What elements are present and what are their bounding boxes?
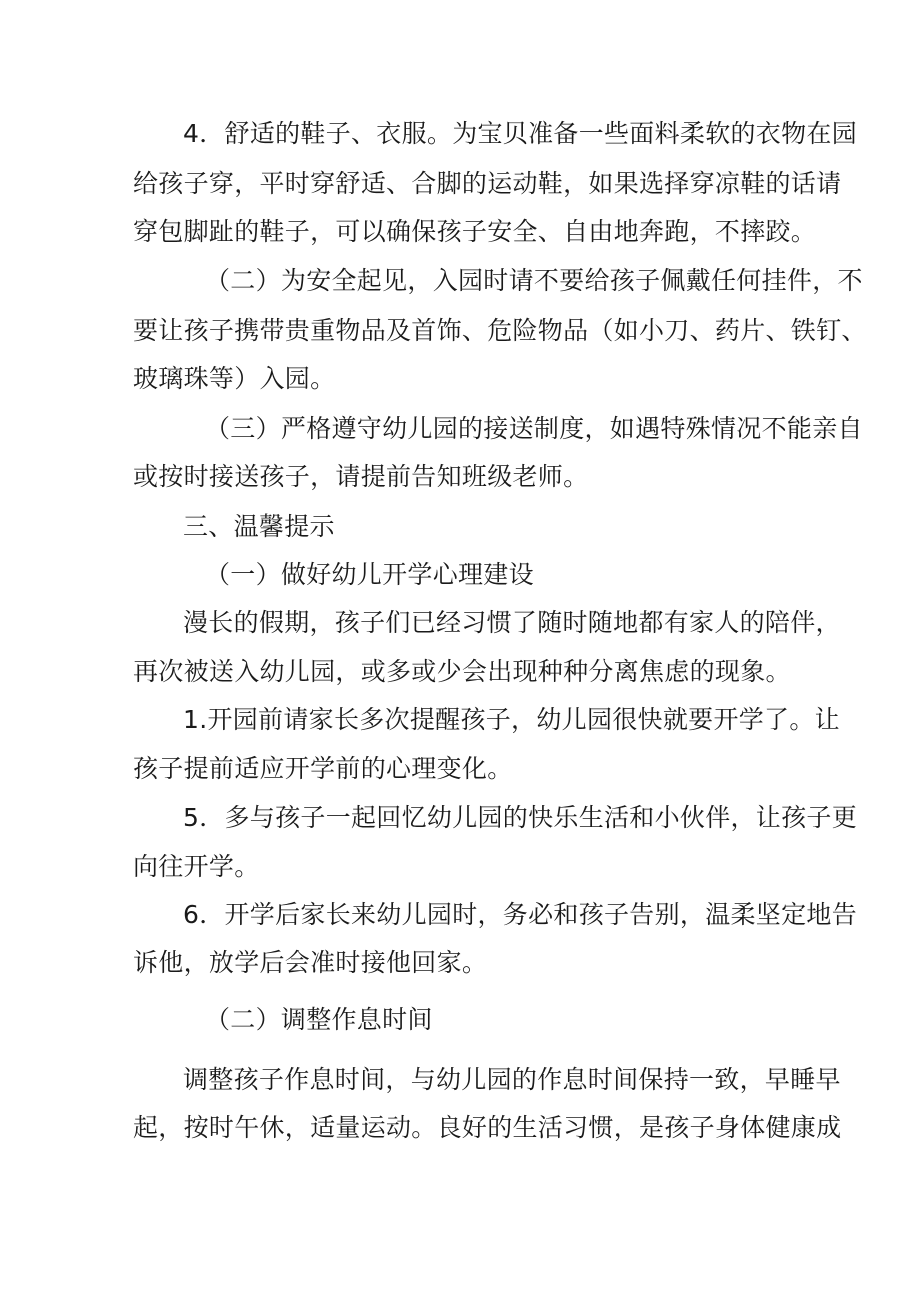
text-line: 要让孩子携带贵重物品及首饰、危险物品（如小刀、药片、铁钉、 <box>133 316 867 345</box>
text-line: 穿包脚趾的鞋子，可以确保孩子安全、自由地奔跑，不摔跤。 <box>133 217 817 246</box>
subsection-heading: （二）调整作息时间 <box>205 1005 433 1034</box>
text-line: 孩子提前适应开学前的心理变化。 <box>133 754 513 783</box>
text-line: 诉他，放学后会准时接他回家。 <box>133 948 488 977</box>
section-heading: 三、温馨提示 <box>183 512 335 541</box>
text-line: 玻璃珠等）入园。 <box>133 364 336 393</box>
text-line: 再次被送入幼儿园，或多或少会出现种种分离焦虑的现象。 <box>133 657 791 686</box>
text-line: 1.开园前请家长多次提醒孩子，幼儿园很快就要开学了。让 <box>183 705 840 734</box>
text-line: 向往开学。 <box>133 852 260 881</box>
text-line: 起，按时午休，适量运动。良好的生活习惯，是孩子身体健康成 <box>133 1113 842 1142</box>
text-line: （三）严格遵守幼儿园的接送制度，如遇特殊情况不能亲自 <box>205 414 863 443</box>
text-line: 给孩子穿，平时穿舒适、合脚的运动鞋，如果选择穿凉鞋的话请 <box>133 169 842 198</box>
text-line: 漫长的假期，孩子们已经习惯了随时随地都有家人的陪伴， <box>183 608 841 637</box>
subsection-heading: （一）做好幼儿开学心理建设 <box>205 560 534 589</box>
text-line: 调整孩子作息时间，与幼儿园的作息时间保持一致，早睡早 <box>183 1065 841 1094</box>
text-line: 4．舒适的鞋子、衣服。为宝贝准备一些面料柔软的衣物在园 <box>183 119 858 148</box>
text-line: 6．开学后家长来幼儿园时，务必和孩子告别，温柔坚定地告 <box>183 900 858 929</box>
text-line: 或按时接送孩子，请提前告知班级老师。 <box>133 462 589 491</box>
text-line: 5．多与孩子一起回忆幼儿园的快乐生活和小伙伴，让孩子更 <box>183 803 858 832</box>
text-line: （二）为安全起见，入园时请不要给孩子佩戴任何挂件，不 <box>205 266 863 295</box>
